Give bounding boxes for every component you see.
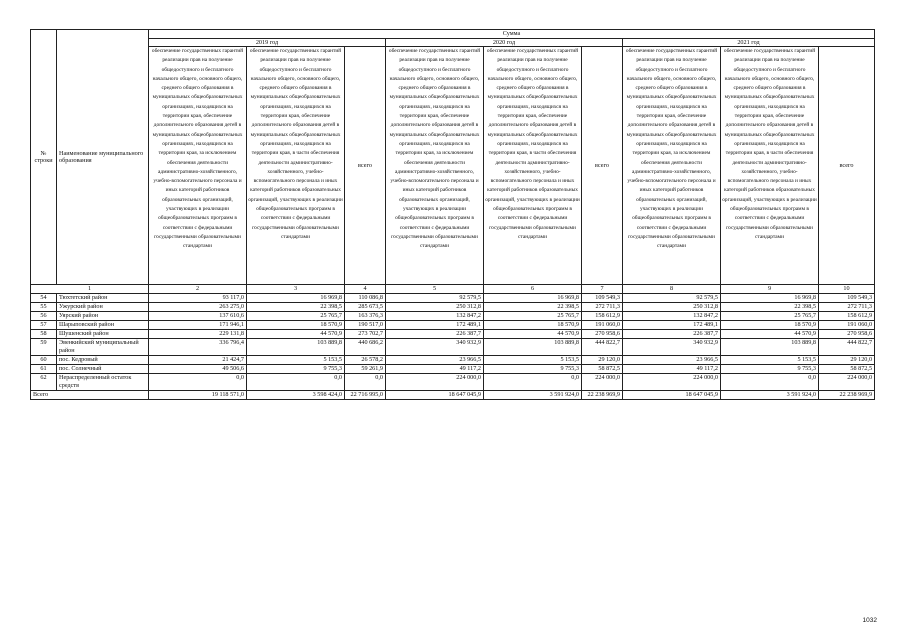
row-value: 49 506,6	[149, 364, 247, 373]
row-value: 59 261,9	[345, 364, 386, 373]
row-number: 59	[31, 338, 57, 355]
row-value: 270 958,6	[819, 329, 875, 338]
total-value: 3 591 924,0	[484, 390, 582, 399]
total-value: 18 647 045,9	[623, 390, 721, 399]
page-number: 1032	[862, 617, 877, 624]
row-value: 110 086,8	[345, 293, 386, 302]
row-value: 444 822,7	[819, 338, 875, 355]
row-value: 9 755,3	[721, 364, 819, 373]
column-number: 7	[582, 285, 623, 294]
column-number: 1	[31, 285, 149, 294]
row-value: 0,0	[149, 373, 247, 390]
row-value: 22 398,5	[247, 302, 345, 311]
row-value: 25 765,7	[247, 311, 345, 320]
column-number: 2	[149, 285, 247, 294]
row-value: 25 765,7	[721, 311, 819, 320]
row-value: 103 889,8	[721, 338, 819, 355]
row-value: 250 312,8	[623, 302, 721, 311]
row-value: 224 000,0	[386, 373, 484, 390]
row-value: 336 796,4	[149, 338, 247, 355]
row-value: 5 153,5	[484, 355, 582, 364]
total-value: 22 238 969,9	[819, 390, 875, 399]
table-row	[31, 373, 875, 390]
total-row	[31, 390, 875, 399]
row-value: 23 966,5	[623, 355, 721, 364]
header-year-2021: 2021 год	[623, 38, 875, 47]
row-value: 272 711,3	[819, 302, 875, 311]
table-row	[31, 302, 875, 311]
row-value: 49 117,2	[386, 364, 484, 373]
municipality-name: Уярский район	[57, 311, 149, 320]
row-value: 0,0	[721, 373, 819, 390]
row-value: 224 000,0	[582, 373, 623, 390]
row-value: 29 120,0	[582, 355, 623, 364]
row-value: 226 387,7	[386, 329, 484, 338]
municipality-name: пос. Кедровый	[57, 355, 149, 364]
row-value: 18 570,9	[721, 320, 819, 329]
header-municipality: Наименование муниципального образования	[57, 30, 149, 285]
row-value: 191 060,0	[582, 320, 623, 329]
column-number: 4	[345, 285, 386, 294]
row-value: 18 570,9	[484, 320, 582, 329]
row-value: 58 872,5	[819, 364, 875, 373]
row-value: 190 517,0	[345, 320, 386, 329]
row-value: 224 000,0	[819, 373, 875, 390]
header-row-number: № строки	[31, 30, 57, 285]
row-value: 44 570,9	[247, 329, 345, 338]
row-value: 16 969,8	[247, 293, 345, 302]
row-value: 440 686,2	[345, 338, 386, 355]
row-value: 0,0	[484, 373, 582, 390]
row-value: 103 889,8	[484, 338, 582, 355]
row-value: 22 398,5	[484, 302, 582, 311]
row-value: 191 060,0	[819, 320, 875, 329]
row-number: 54	[31, 293, 57, 302]
row-value: 92 579,5	[623, 293, 721, 302]
row-value: 340 932,9	[623, 338, 721, 355]
total-value: 22 238 969,9	[582, 390, 623, 399]
column-number: 5	[386, 285, 484, 294]
column-number: 3	[247, 285, 345, 294]
row-value: 29 120,0	[819, 355, 875, 364]
total-value: 18 647 045,9	[386, 390, 484, 399]
header-year-2020: 2020 год	[386, 38, 623, 47]
row-value: 9 755,3	[247, 364, 345, 373]
table-row	[31, 320, 875, 329]
row-value: 5 153,5	[721, 355, 819, 364]
row-number: 56	[31, 311, 57, 320]
table-row	[31, 329, 875, 338]
total-label: Всего	[31, 390, 149, 399]
row-value: 103 889,8	[247, 338, 345, 355]
row-value: 18 570,9	[247, 320, 345, 329]
row-value: 250 312,8	[386, 302, 484, 311]
row-value: 163 376,3	[345, 311, 386, 320]
row-value: 22 398,5	[721, 302, 819, 311]
municipality-name: Шарыповский район	[57, 320, 149, 329]
municipality-name: Ужурский район	[57, 302, 149, 311]
row-value: 132 847,2	[386, 311, 484, 320]
column-number: 6	[484, 285, 582, 294]
table-row	[31, 293, 875, 302]
row-value: 49 117,2	[623, 364, 721, 373]
total-value: 3 591 924,0	[721, 390, 819, 399]
header-desc-b-2020: обеспечение государственных гарантий реализации прав на получение общедоступного и бесплатного начального общего, основного общего, среднего общего образования в муниципальных общеобразовательных организациях, находящихся на территории края, обеспечение дополнительного образования детей в муниципальных общеобразовательных организациях, находящихся на территории края, в части обеспечения деятельности административно-хозяйственного, учебно-вспомогательного персонала и иных категорий работников образовательных организаций, участвующих в реализации общеобразовательных программ в соответствии с федеральными государственными образовательными стандартами	[484, 47, 582, 285]
row-value: 58 872,5	[582, 364, 623, 373]
column-numbers-row	[31, 285, 875, 294]
municipality-name: Нераспределенный остаток средств	[57, 373, 149, 390]
row-number: 60	[31, 355, 57, 364]
header-desc-b-2021: обеспечение государственных гарантий реализации прав на получение общедоступного и бесплатного начального общего, основного общего, среднего общего образования в муниципальных общеобразовательных организациях, находящихся на территории края, обеспечение дополнительного образования детей в муниципальных общеобразовательных организациях, находящихся на территории края, в части обеспечения деятельности административно-хозяйственного, учебно-вспомогательного персонала и иных категорий работников образовательных организаций, участвующих в реализации общеобразовательных программ в соответствии с федеральными государственными образовательными стандартами	[721, 47, 819, 285]
row-number: 57	[31, 320, 57, 329]
total-value: 3 598 424,0	[247, 390, 345, 399]
row-value: 109 549,3	[582, 293, 623, 302]
header-total-2019: всего	[345, 47, 386, 285]
row-value: 0,0	[345, 373, 386, 390]
row-value: 93 117,0	[149, 293, 247, 302]
row-value: 263 275,0	[149, 302, 247, 311]
municipality-name: Шушенский район	[57, 329, 149, 338]
row-value: 158 612,9	[582, 311, 623, 320]
header-desc-a-2020: обеспечение государственных гарантий реализации прав на получение общедоступного и бесплатного начального общего, основного общего, среднего общего образования в муниципальных общеобразовательных организациях, находящихся на территории края, обеспечение дополнительного образования детей в муниципальных общеобразовательных организациях, находящихся на территории края, за исключением обеспечения деятельности административно-хозяйственного, учебно-вспомогательного персонала и иных категорий работников образовательных организаций, участвующих в реализации общеобразовательных программ в соответствии с федеральными государственными образовательными стандартами	[386, 47, 484, 285]
header-year-2019: 2019 год	[149, 38, 386, 47]
row-value: 171 946,1	[149, 320, 247, 329]
row-value: 137 610,6	[149, 311, 247, 320]
total-value: 22 716 995,0	[345, 390, 386, 399]
header-total-2021: всего	[819, 47, 875, 285]
row-value: 25 765,7	[484, 311, 582, 320]
row-value: 224 000,0	[623, 373, 721, 390]
table-row	[31, 364, 875, 373]
row-value: 272 711,3	[582, 302, 623, 311]
table-row	[31, 311, 875, 320]
column-number: 10	[819, 285, 875, 294]
total-value: 19 118 571,0	[149, 390, 247, 399]
row-value: 273 702,7	[345, 329, 386, 338]
data-rows	[31, 293, 875, 390]
row-value: 44 570,9	[721, 329, 819, 338]
row-value: 26 578,2	[345, 355, 386, 364]
row-value: 5 153,5	[247, 355, 345, 364]
header-desc-b-2019: обеспечение государственных гарантий реализации прав на получение общедоступного и бесплатного начального общего, основного общего, среднего общего образования в муниципальных общеобразовательных организациях, находящихся на территории края, обеспечение дополнительного образования детей в муниципальных общеобразовательных организациях, находящихся на территории края, в части обеспечения деятельности административно-хозяйственного, учебно-вспомогательного персонала и иных категорий работников образовательных организаций, участвующих в реализации общеобразовательных программ в соответствии с федеральными государственными образовательными стандартами	[247, 47, 345, 285]
table-row	[31, 338, 875, 355]
row-value: 270 958,6	[582, 329, 623, 338]
row-value: 16 969,8	[484, 293, 582, 302]
header-desc-a-2019: обеспечение государственных гарантий реализации прав на получение общедоступного и бесплатного начального общего, основного общего, среднего общего образования в муниципальных общеобразовательных организациях, находящихся на территории края, обеспечение дополнительного образования детей в муниципальных общеобразовательных организациях, находящихся на территории края, за исключением обеспечения деятельности административно-хозяйственного, учебно-вспомогательного персонала и иных категорий работников образовательных организаций, участвующих в реализации общеобразовательных программ в соответствии с федеральными государственными образовательными стандартами	[149, 47, 247, 285]
row-number: 62	[31, 373, 57, 390]
row-number: 55	[31, 302, 57, 311]
header-sum: Сумма	[149, 30, 875, 39]
row-value: 285 673,5	[345, 302, 386, 311]
header-total-2020: всего	[582, 47, 623, 285]
row-value: 172 489,1	[386, 320, 484, 329]
row-value: 23 966,5	[386, 355, 484, 364]
row-value: 226 387,7	[623, 329, 721, 338]
budget-table	[30, 29, 875, 400]
row-value: 21 424,7	[149, 355, 247, 364]
row-value: 44 570,9	[484, 329, 582, 338]
row-value: 340 932,9	[386, 338, 484, 355]
row-value: 9 755,3	[484, 364, 582, 373]
row-value: 229 131,8	[149, 329, 247, 338]
municipality-name: пос. Солнечный	[57, 364, 149, 373]
row-value: 92 579,5	[386, 293, 484, 302]
header-desc-a-2021: обеспечение государственных гарантий реализации прав на получение общедоступного и бесплатного начального общего, основного общего, среднего общего образования в муниципальных общеобразовательных организациях, находящихся на территории края, обеспечение дополнительного образования детей в муниципальных общеобразовательных организациях, находящихся на территории края, за исключением обеспечения деятельности административно-хозяйственного, учебно-вспомогательного персонала и иных категорий работников образовательных организаций, участвующих в реализации общеобразовательных программ в соответствии с федеральными государственными образовательными стандартами	[623, 47, 721, 285]
row-number: 61	[31, 364, 57, 373]
table-row	[31, 355, 875, 364]
row-number: 58	[31, 329, 57, 338]
column-number: 8	[623, 285, 721, 294]
row-value: 172 489,1	[623, 320, 721, 329]
row-value: 158 612,9	[819, 311, 875, 320]
row-value: 0,0	[247, 373, 345, 390]
column-number: 9	[721, 285, 819, 294]
row-value: 109 549,3	[819, 293, 875, 302]
municipality-name: Эвенкийский муниципальный район	[57, 338, 149, 355]
row-value: 444 822,7	[582, 338, 623, 355]
row-value: 16 969,8	[721, 293, 819, 302]
row-value: 132 847,2	[623, 311, 721, 320]
municipality-name: Тюхтетский район	[57, 293, 149, 302]
